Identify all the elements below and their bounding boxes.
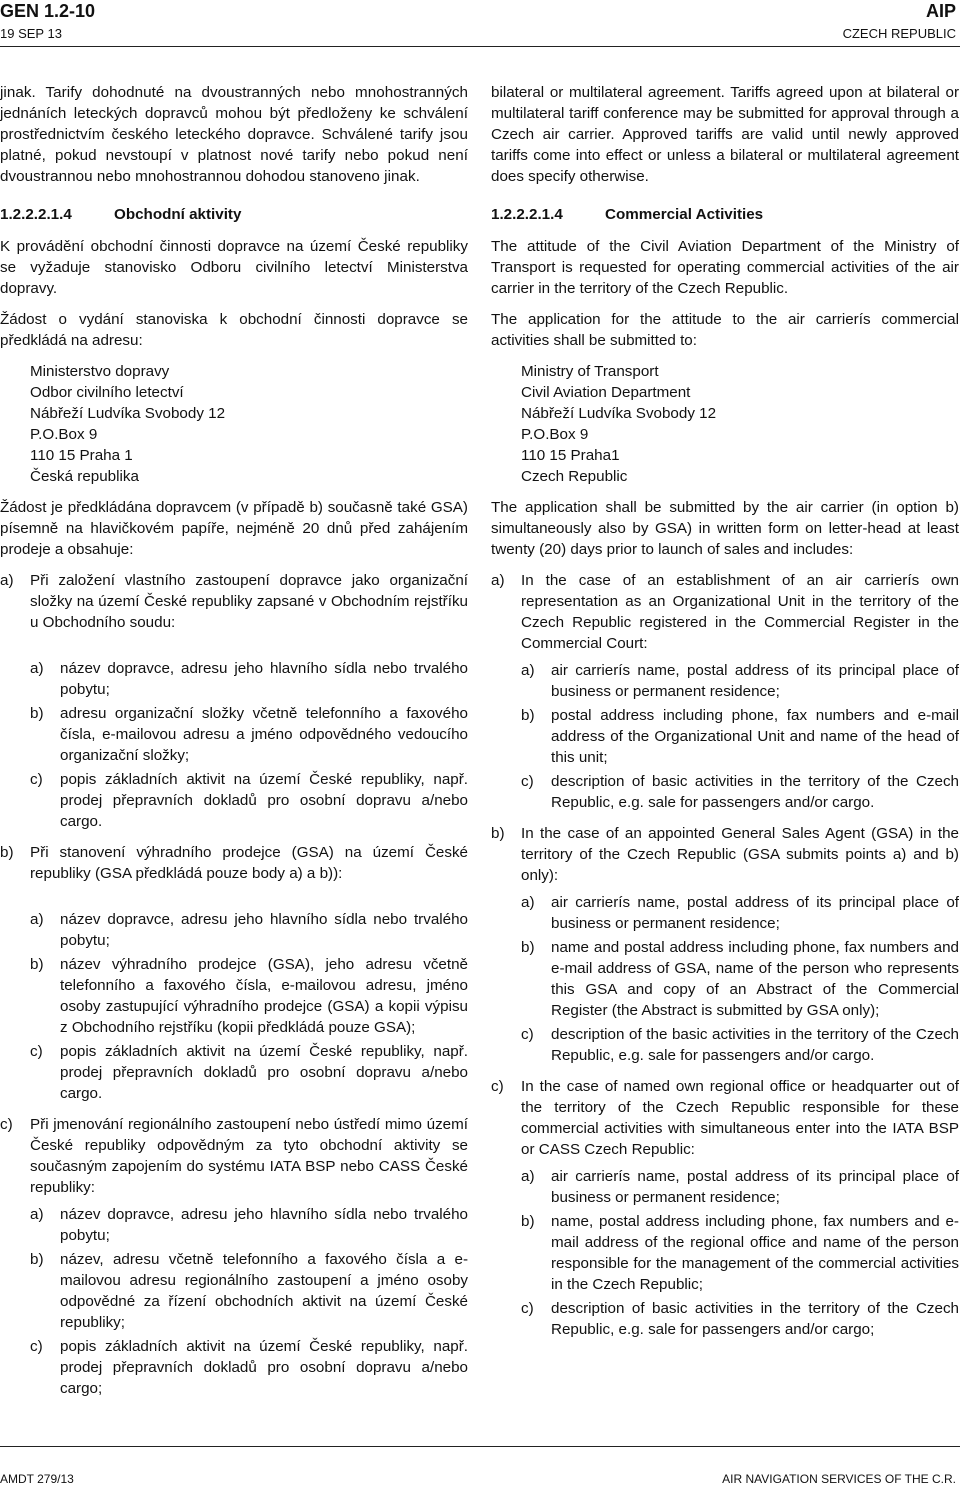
sub-marker: b)	[521, 1213, 535, 1230]
sub-text: název dopravce, adresu jeho hlavního sídla nebo trvalého pobytu;	[60, 911, 468, 949]
item-text: Při stanovení výhradního prodejce (GSA) na území České republiky (GSA předkládá pouze body a) a b)):	[30, 844, 468, 882]
address-line: P.O.Box 9	[521, 426, 589, 443]
sub-text: description of basic activities in the territory of the Czech Republic, e.g. sale for passengers and/or cargo;	[551, 1300, 959, 1338]
paragraph-1: K provádění obchodní činnosti dopravce na území České republiky se vyžaduje stanovisko Odboru civilního letectví Ministerstva dopravy.	[0, 238, 468, 297]
sub-marker: a)	[30, 660, 44, 677]
item-marker: b)	[0, 844, 14, 861]
sub-text: popis základních aktivit na území České republiky, např. prodej přepravních dokladů pro osobní dopravu a/nebo cargo;	[60, 1338, 468, 1397]
sub-item	[521, 1298, 959, 1340]
publisher-name: AIR NAVIGATION SERVICES OF THE C.R.	[722, 1472, 956, 1486]
address-line: Ministerstvo dopravy	[30, 363, 170, 380]
paragraph-1: The attitude of the Civil Aviation Department of the Ministry of Transport is requested for operating commercial activities of the air carrier in the territory of the Czech Republic.	[491, 238, 959, 297]
english-column	[491, 82, 959, 1340]
address-line: Nábřeží Ludvíka Svobody 12	[30, 405, 226, 422]
item-text: Při jmenování regionálního zastoupení nebo ústředí mimo území České republiky odpovědným za tyto obchodní aktivity se současným zapojením do systému IATA BSP nebo CASS České republiky:	[30, 1116, 468, 1196]
address-line: P.O.Box 9	[30, 426, 98, 443]
sub-item	[521, 1166, 959, 1208]
address-line: Ministry of Transport	[521, 363, 659, 380]
sub-item	[30, 1336, 468, 1399]
footer-divider	[0, 1446, 960, 1447]
item-marker: b)	[491, 825, 505, 842]
sub-marker: b)	[521, 939, 535, 956]
sub-marker: c)	[521, 1026, 534, 1043]
amendment-number: AMDT 279/13	[0, 1472, 74, 1486]
item-marker: a)	[491, 572, 505, 589]
page-header-right	[843, 0, 956, 42]
czech-column	[0, 82, 468, 1399]
sub-marker: c)	[521, 1300, 534, 1317]
sub-item	[30, 703, 468, 766]
paragraph-2: The application for the attitude to the air carrierís commercial activities shall be submitted to:	[491, 311, 959, 349]
list-item	[0, 570, 468, 832]
sub-item	[521, 1024, 959, 1066]
list-item	[0, 1114, 468, 1399]
sub-item	[521, 705, 959, 768]
sub-marker: c)	[30, 1338, 43, 1355]
address-line: Nábřeží Ludvíka Svobody 12	[521, 405, 717, 422]
section-number: 1.2.2.2.1.4	[491, 206, 563, 223]
address-line: 110 15 Praha1	[521, 447, 620, 464]
header-divider	[0, 46, 960, 47]
sub-item	[521, 660, 959, 702]
sub-marker: a)	[521, 894, 535, 911]
list-item	[0, 842, 468, 1104]
sub-text: název výhradního prodejce (GSA), jeho adresu včetně telefonního a faxového čísla, e-mailovou adresu, jméno osoby zastupující výhradního prodejce (GSA) a kopii výpisu z Obchodního rejstříku (kopii předkládá pouze GSA);	[60, 956, 468, 1036]
address-line: 110 15 Praha 1	[30, 447, 133, 464]
sub-marker: a)	[521, 662, 535, 679]
paragraph-2: Žádost o vydání stanoviska k obchodní činnosti dopravce se předkládá na adresu:	[0, 311, 468, 349]
sub-text: název, adresu včetně telefonního a faxového čísla a e-mailovou adresu regionálního zastoupení a jméno osoby odpovědné za řízení obchodních aktivit na území České republiky;	[60, 1251, 468, 1331]
address-line: Odbor civilního letectví	[30, 384, 184, 401]
sub-item	[30, 954, 468, 1038]
sub-marker: b)	[30, 956, 44, 973]
sub-marker: b)	[30, 1251, 44, 1268]
address-block	[30, 361, 468, 487]
item-marker: c)	[0, 1116, 13, 1133]
sub-text: air carrierís name, postal address of its principal place of business or permanent residence;	[551, 662, 959, 700]
publication-title: AIP	[925, 1, 956, 21]
sub-text: description of the basic activities in the territory of the Czech Republic, e.g. sale for passengers and/or cargo.	[551, 1026, 959, 1064]
address-line: Czech Republic	[521, 468, 628, 485]
item-text: In the case of named own regional office or headquarter out of the territory of the Czech Republic responsible for these commercial activities with simultaneous enter into the IATA BSP or CASS Czech Republic:	[521, 1078, 959, 1158]
section-title: Commercial Activities	[605, 206, 764, 223]
sub-text: name, postal address including phone, fax numbers and e-mail address of the regional office and name of the person responsible for the management of the commercial activities in the Czech Republic;	[551, 1213, 959, 1293]
intro-paragraph: bilateral or multilateral agreement. Tariffs agreed upon at bilateral or multilateral tariff conference may be submitted for approval through a Czech air carrier. Approved tariffs are valid until newly approved tariffs come into effect or unless a bilateral or multilateral agreement does specify otherwise.	[491, 84, 959, 185]
sub-item	[521, 892, 959, 934]
sub-text: název dopravce, adresu jeho hlavního sídla nebo trvalého pobytu;	[60, 660, 468, 698]
country-name: CZECH REPUBLIC	[842, 26, 956, 41]
sub-item	[521, 1211, 959, 1295]
section-heading	[491, 204, 959, 225]
sub-text: description of basic activities in the territory of the Czech Republic, e.g. sale for passengers and/or cargo.	[551, 773, 959, 811]
sub-text: název dopravce, adresu jeho hlavního sídla nebo trvalého pobytu;	[60, 1206, 468, 1244]
list-item	[491, 823, 959, 1066]
sub-text: popis základních aktivit na území České republiky, např. prodej přepravních dokladů pro osobní dopravu a/nebo cargo.	[60, 1043, 468, 1102]
section-heading	[0, 204, 468, 225]
sub-item	[521, 771, 959, 813]
section-number: 1.2.2.2.1.4	[0, 206, 72, 223]
sub-marker: c)	[30, 1043, 43, 1060]
paragraph-3: The application shall be submitted by the air carrier (in option b) simultaneously also by GSA) in written form on letter-head at least twenty (20) days prior to launch of sales and includes:	[491, 499, 959, 558]
sub-marker: b)	[30, 705, 44, 722]
list-item	[491, 570, 959, 813]
issue-date: 19 SEP 13	[0, 26, 62, 41]
sub-item	[30, 1204, 468, 1246]
page-header-left	[0, 0, 95, 42]
sub-marker: c)	[30, 771, 43, 788]
address-line: Česká republika	[30, 468, 139, 485]
item-text: In the case of an appointed General Sales Agent (GSA) in the territory of the Czech Republic (GSA submits points a) and b) only):	[521, 825, 959, 884]
intro-paragraph: jinak. Tarify dohodnuté na dvoustranných nebo mnohostranných jednáních leteckých dopravců mohou být předloženy ke schválení prostřednictvím českého leteckého dopravce. Schválené tarify jsou platné, pokud nevstoupí v platnost nové tarify nebo pokud není dvoustrannou nebo mnohostrannou dohodou stanoveno jinak.	[0, 84, 468, 185]
item-marker: a)	[0, 572, 14, 589]
sub-text: name and postal address including phone, fax numbers and e-mail address of GSA, name of the person who represents this GSA and copy of an Abstract of the Commercial Register (the Abstract is submitted by GSA only);	[551, 939, 959, 1019]
item-text: In the case of an establishment of an air carrierís own representation as an Organizational Unit in the territory of the Czech Republic registered in the Commercial Register in the Commercial Court:	[521, 572, 959, 652]
sub-item	[30, 1249, 468, 1333]
sub-item	[521, 937, 959, 1021]
sub-marker: c)	[521, 773, 534, 790]
sub-marker: b)	[521, 707, 535, 724]
sub-text: air carrierís name, postal address of its principal place of business or permanent residence;	[551, 894, 959, 932]
section-title: Obchodní aktivity	[114, 206, 242, 223]
item-text: Při založení vlastního zastoupení dopravce jako organizační složky na území České republiky zapsané v Obchodním rejstříku u Obchodního soudu:	[30, 572, 468, 631]
sub-marker: a)	[30, 911, 44, 928]
sub-item	[30, 909, 468, 951]
sub-text: air carrierís name, postal address of its principal place of business or permanent residence;	[551, 1168, 959, 1206]
address-block	[521, 361, 959, 487]
sub-text: popis základních aktivit na území České republiky, např. prodej přepravních dokladů pro osobní dopravu a/nebo cargo.	[60, 771, 468, 830]
sub-marker: a)	[521, 1168, 535, 1185]
sub-text: postal address including phone, fax numbers and e-mail address of the Organizational Unit and name of the head of this unit;	[551, 707, 959, 766]
sub-item	[30, 658, 468, 700]
sub-text: adresu organizační složky včetně telefonního a faxového čísla, e-mailovou adresu a jméno odpovědného vedoucího organizační složky;	[60, 705, 468, 764]
paragraph-3: Žádost je předkládána dopravcem (v případě b) současně také GSA) písemně na hlavičkovém papíře, nejméně 20 dnů před zahájením prodeje a obsahuje:	[0, 499, 468, 558]
sub-marker: a)	[30, 1206, 44, 1223]
sub-item	[30, 769, 468, 832]
address-line: Civil Aviation Department	[521, 384, 691, 401]
item-marker: c)	[491, 1078, 504, 1095]
document-code: GEN 1.2-10	[0, 1, 96, 21]
sub-item	[30, 1041, 468, 1104]
list-item	[491, 1076, 959, 1340]
